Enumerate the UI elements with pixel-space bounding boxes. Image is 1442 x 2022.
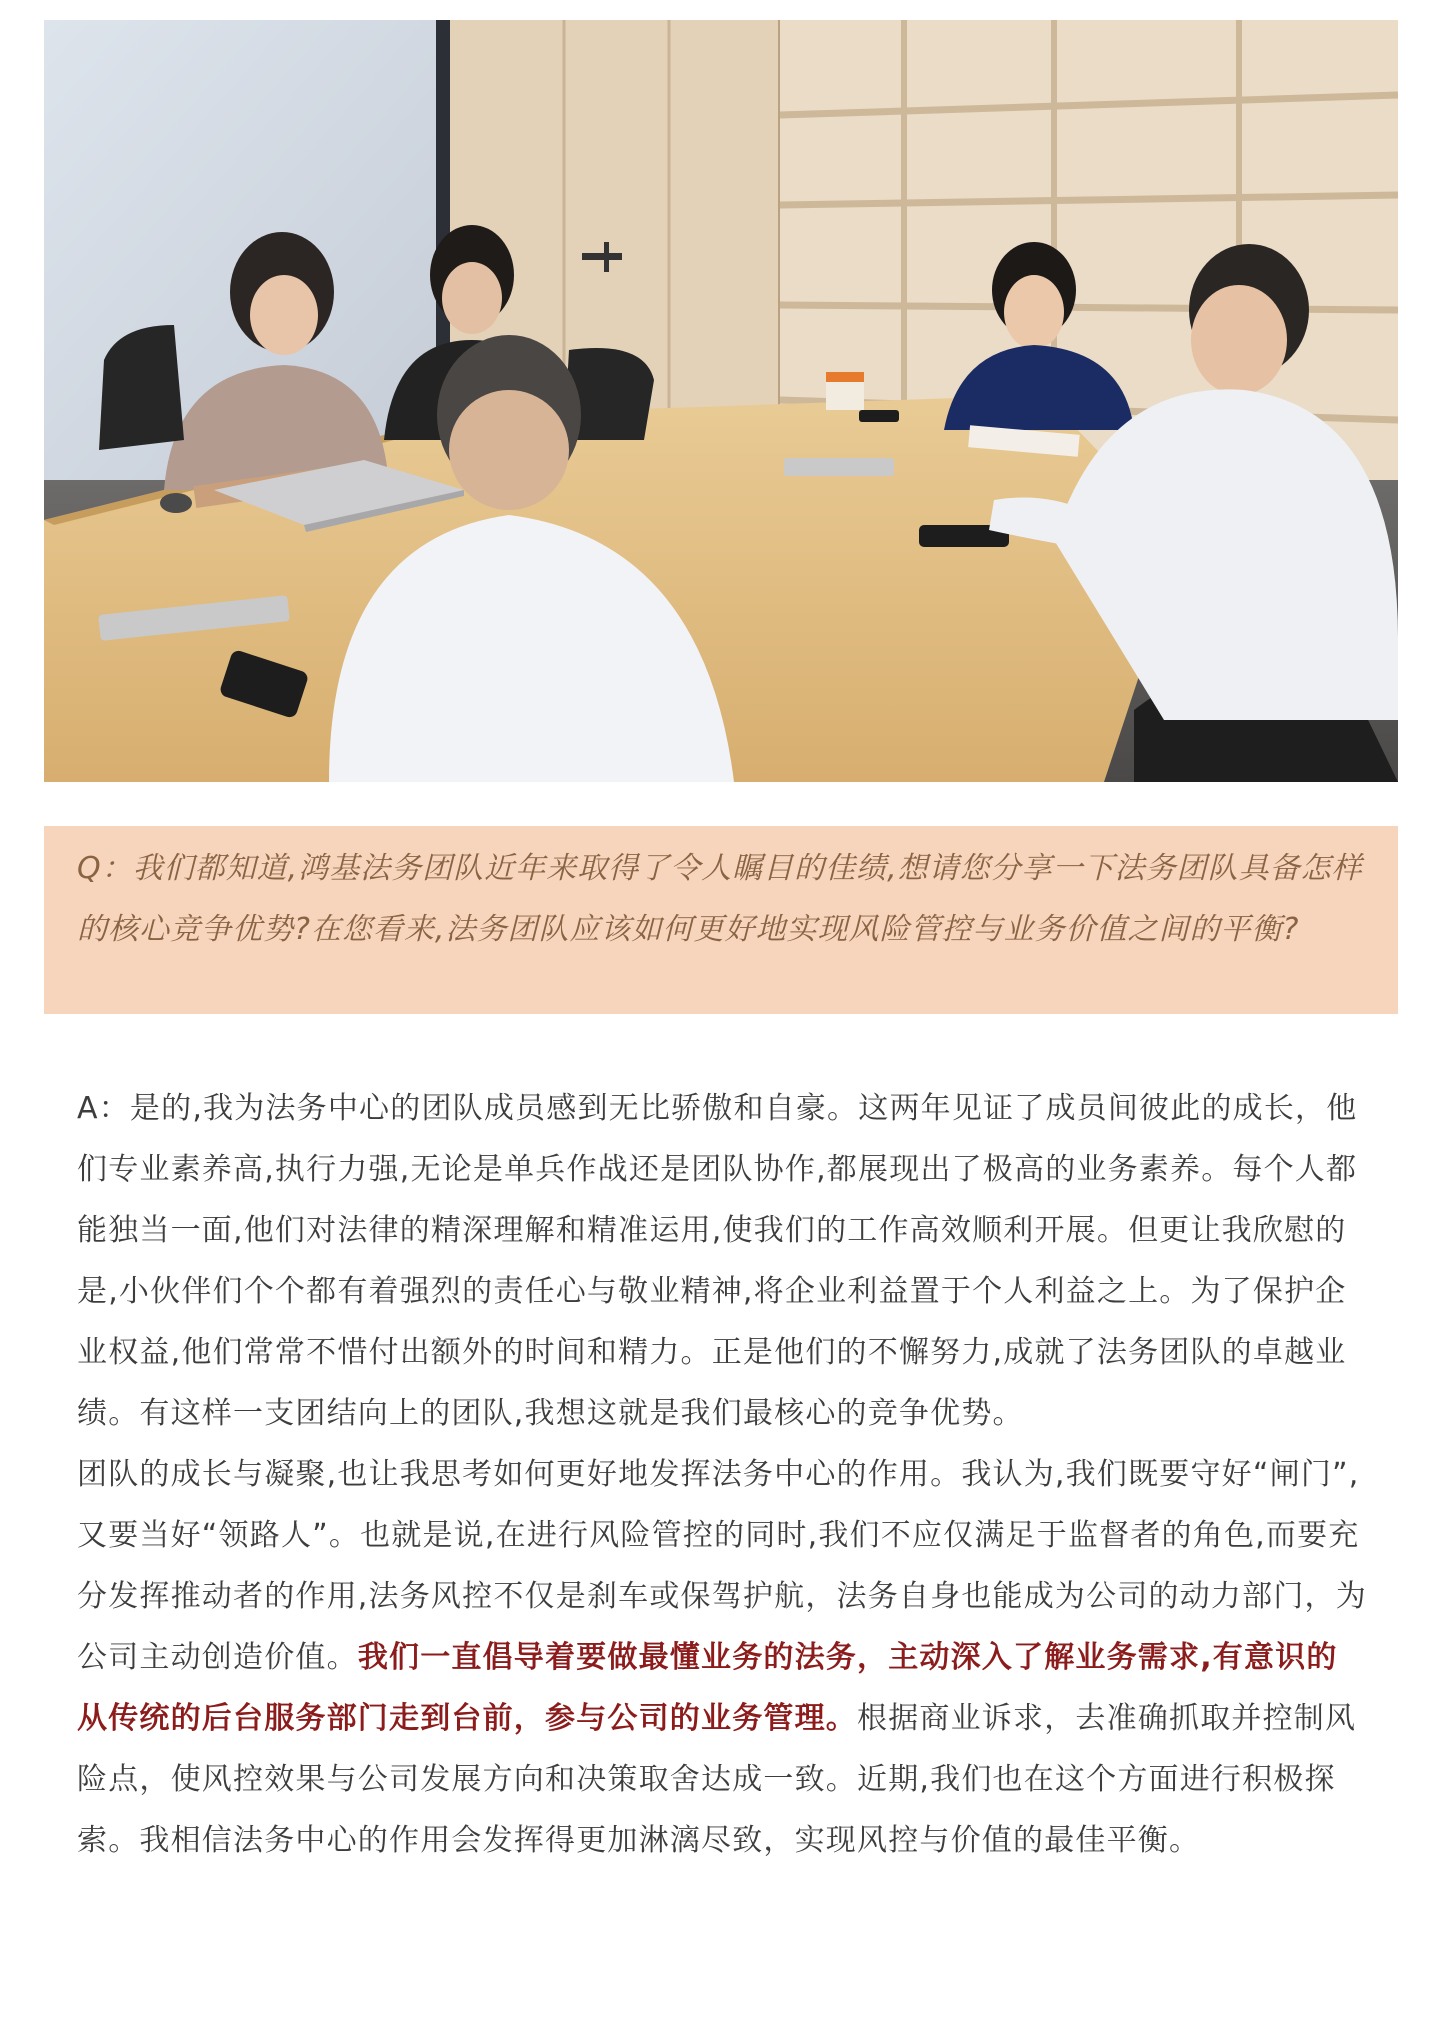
- question-box: [44, 826, 1398, 1014]
- answer-highlight: 我们一直倡导着要做最懂业务的法务，主动深入了解业务需求,有意识的从传统的后台服务部门走到台前，参与公司的业务管理。: [77, 1640, 1338, 1736]
- answer-paragraph-2-end: 根据商业诉求，去准确抓取并控制风险点，使风控效果与公司发展方向和决策取舍达成一致。近期,我们也在这个方面进行积极探索。我相信法务中心的作用会发挥得更加淋漓尽致，实现风控与价值的最佳平衡。: [77, 1701, 1357, 1858]
- answer-paragraph-2: [77, 1444, 1367, 1871]
- answer-section: [77, 1078, 1367, 1871]
- meeting-room-photo: [44, 20, 1398, 782]
- answer-paragraph-1: A：是的,我为法务中心的团队成员感到无比骄傲和自豪。这两年见证了成员间彼此的成长，他们专业素养高,执行力强,无论是单兵作战还是团队协作,都展现出了极高的业务素养。每个人都能独当一面,他们对法律的精深理解和精准运用,使我们的工作高效顺利开展。但更让我欣慰的是,小伙伴们个个都有着强烈的责任心与敬业精神,将企业利益置于个人利益之上。为了保护企业权益,他们常常不惜付出额外的时间和精力。正是他们的不懈努力,成就了法务团队的卓越业绩。有这样一支团结向上的团队,我想这就是我们最核心的竞争优势。: [77, 1091, 1358, 1431]
- answer-paragraph-2-start: 团队的成长与凝聚,也让我思考如何更好地发挥法务中心的作用。我认为,我们既要守好“闸门”,又要当好“领路人”。也就是说,在进行风险管控的同时,我们不应仅满足于监督者的角色,而要充分发挥推动者的作用,法务风控不仅是刹车或保驾护航，法务自身也能成为公司的动力部门，为公司主动创造价值。: [77, 1457, 1367, 1675]
- question-text: Q：我们都知道,鸿基法务团队近年来取得了令人瞩目的佳绩,想请您分享一下法务团队具备怎样的核心竞争优势?在您看来,法务团队应该如何更好地实现风险管控与业务价值之间的平衡?: [77, 851, 1363, 947]
